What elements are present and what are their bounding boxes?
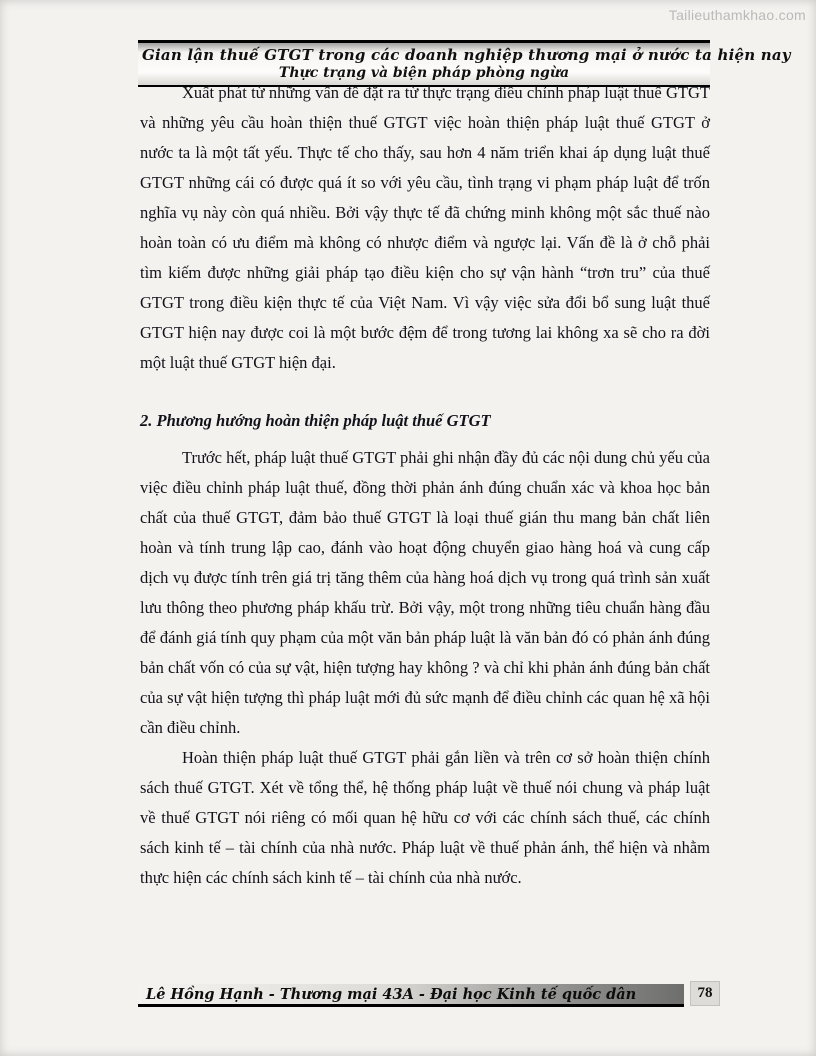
footer-author-text: Lê Hồng Hạnh - Thương mại 43A - Đại học Kinh tế quốc dân <box>146 986 637 1003</box>
section-heading: 2. Phương hướng hoàn thiện pháp luật thuế GTGT <box>140 411 491 430</box>
page-footer <box>138 984 684 1007</box>
body-paragraph-3: Hoàn thiện pháp luật thuế GTGT phải gắn liền và trên cơ sở hoàn thiện chính sách thuế GTGT. Xét về tổng thể, hệ thống pháp luật về thuế nói chung và pháp luật về thuế GTGT nói riêng có mối quan hệ hữu cơ với các chính sách thuế, các chính sách kinh tế – tài chính của nhà nước. Pháp luật về thuế phản ánh, thể hiện và nhằm thực hiện các chính sách kinh tế – tài chính của nhà nước. <box>140 748 710 887</box>
body-paragraph-2: Trước hết, pháp luật thuế GTGT phải ghi nhận đầy đủ các nội dung chủ yếu của việc điều chỉnh pháp luật thuế, đồng thời phản ánh đúng chuẩn xác và khoa học bản chất của thuế GTGT, đảm bảo thuế GTGT là loại thuế gián thu mang bản chất liên hoàn và tính trung lập cao, đánh vào hoạt động chuyển giao hàng hoá và cung cấp dịch vụ được tính trên giá trị tăng thêm của hàng hoá dịch vụ trong quá trình sản xuất lưu thông theo phương pháp khấu trừ. Bởi vậy, một trong những tiêu chuẩn hàng đầu để đánh giá tính quy phạm của một văn bản pháp luật là văn bản đó có phản ánh đúng bản chất vốn có của sự vật, hiện tượng hay không ? và chỉ khi phản ánh đúng bản chất của sự vật hiện tượng thì pháp luật mới đủ sức mạnh để điều chỉnh các quan hệ xã hội cần điều chỉnh. <box>140 448 710 737</box>
watermark-text: Tailieuthamkhao.com <box>668 7 806 23</box>
document-body <box>140 78 710 893</box>
header-title-line2: Thực trạng và biện pháp phòng ngừa <box>278 65 570 81</box>
page-number: 78 <box>690 981 720 1006</box>
header-title-line1: Gian lận thuế GTGT trong các doanh nghiệp thương mại ở nước ta hiện nay <box>142 46 791 64</box>
body-paragraph-1: Xuất phát từ những vấn đề đặt ra từ thực trạng điều chỉnh pháp luật thuế GTGT và những yêu cầu hoàn thiện thuế GTGT việc hoàn thiện pháp luật thuế GTGT ở nước ta là một tất yếu. Thực tế cho thấy, sau hơn 4 năm triển khai áp dụng luật thuế GTGT những cái có được quá ít so với yêu cầu, tình trạng vi phạm pháp luật để trốn nghĩa vụ này còn quá nhiều. Bởi vậy thực tế đã chứng minh không một sắc thuế nào hoàn toàn có ưu điểm mà không có nhược điểm và ngược lại. Vấn đề là ở chỗ phải tìm kiếm được những giải pháp tạo điều kiện cho sự vận hành “trơn tru” của thuế GTGT trong điều kiện thực tế của Việt Nam. Vì vậy việc sửa đổi bổ sung luật thuế GTGT hiện nay được coi là một bước đệm để trong tương lai không xa sẽ cho ra đời một luật thuế GTGT hiện đại. <box>140 83 710 372</box>
